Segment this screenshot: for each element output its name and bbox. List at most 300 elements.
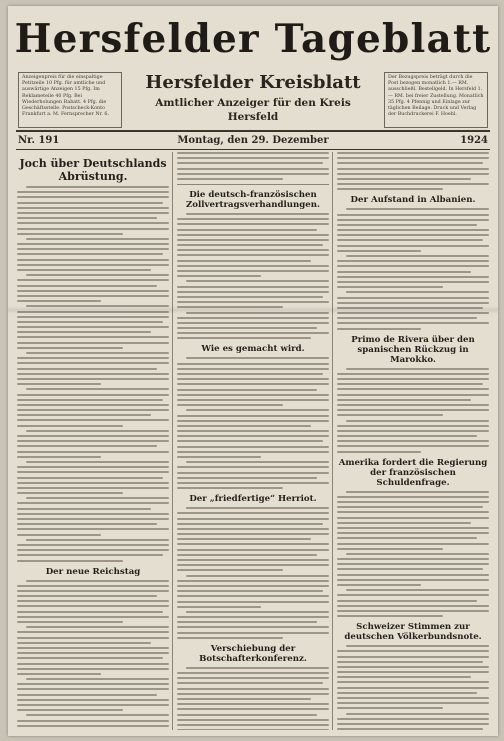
text-line <box>177 719 329 721</box>
text-line <box>346 255 489 257</box>
article-headline: Primo de Rivera über den spanischen Rückzug in Marokko. <box>351 334 475 365</box>
text-line <box>346 553 489 555</box>
text-line <box>337 579 489 581</box>
article-headline: Joch über Deutschlands Abrüstung. <box>19 157 167 183</box>
text-line <box>17 456 101 458</box>
text-line <box>26 274 169 276</box>
text-line <box>337 496 489 498</box>
text-line <box>17 202 163 204</box>
text-line <box>177 549 329 551</box>
text-line <box>177 472 329 474</box>
text-line <box>17 222 169 224</box>
text-line <box>177 698 311 700</box>
text-line <box>17 616 169 618</box>
text-line <box>337 388 489 390</box>
text-line <box>177 538 311 540</box>
text-line <box>26 461 169 463</box>
article-body <box>337 208 489 329</box>
text-line <box>177 234 329 236</box>
text-line <box>177 528 329 530</box>
text-line <box>177 580 329 582</box>
text-line <box>337 687 489 689</box>
text-line <box>177 378 329 380</box>
text-line <box>337 615 443 617</box>
text-line <box>17 316 169 318</box>
text-line <box>17 347 123 349</box>
text-line <box>17 373 169 375</box>
text-line <box>337 594 489 596</box>
text-line <box>337 152 489 154</box>
text-line <box>337 399 471 401</box>
text-line <box>177 466 329 468</box>
text-line <box>177 244 323 246</box>
text-line <box>17 212 169 214</box>
text-line <box>337 661 483 663</box>
text-line <box>17 409 169 411</box>
text-line <box>17 585 169 587</box>
text-line <box>26 714 169 716</box>
text-line <box>17 435 169 437</box>
article-headline: Der „friedfertige“ Herriot. <box>189 494 317 505</box>
text-line <box>177 425 311 427</box>
text-line <box>17 694 157 696</box>
text-line <box>177 693 329 695</box>
article-body <box>337 368 489 453</box>
text-line <box>177 714 317 716</box>
text-line <box>177 368 329 370</box>
text-line <box>337 527 489 529</box>
text-line <box>177 482 329 484</box>
issue-date: Montag, den 29. Dezember <box>177 135 329 146</box>
text-line <box>177 327 317 329</box>
text-line <box>177 632 329 634</box>
article-body <box>177 152 329 180</box>
text-line <box>26 305 169 307</box>
advert-box-right: Der Bezugspreis beträgt durch die Post bezogen monatlich 1.— RM. ausschließl. Bestellgeld. In Hersfeld 1.— RM. bei freier Zustellung. Monatlich 35 Pfg. 4 Pfennig und Einlage zur täglichen Beilage. Druck und Verlag der Buchdruckerei F. Hoehl. <box>384 72 488 128</box>
article-body <box>17 186 169 562</box>
text-line <box>337 563 489 565</box>
text-line <box>177 383 329 385</box>
text-line <box>177 606 261 608</box>
text-line <box>337 271 471 273</box>
text-line <box>337 328 421 330</box>
text-line <box>17 605 169 607</box>
text-line <box>177 301 329 303</box>
text-line <box>337 501 489 503</box>
text-line <box>177 389 317 391</box>
text-line <box>177 682 323 684</box>
text-line <box>177 394 329 396</box>
text-line <box>17 326 169 328</box>
text-line <box>177 724 329 726</box>
text-line <box>177 373 323 375</box>
text-line <box>17 279 169 281</box>
text-line <box>186 507 329 509</box>
text-line <box>177 435 329 437</box>
text-line <box>17 642 151 644</box>
text-line <box>17 477 163 479</box>
text-line <box>337 234 489 236</box>
text-line <box>17 560 123 562</box>
text-line <box>337 276 489 278</box>
text-line <box>337 532 489 534</box>
text-line <box>337 297 489 299</box>
text-line <box>26 539 169 541</box>
text-line <box>337 229 489 231</box>
text-line <box>177 446 329 448</box>
text-line <box>17 404 169 406</box>
text-line <box>177 569 283 571</box>
text-line <box>337 537 477 539</box>
text-line <box>17 285 157 287</box>
text-line <box>177 337 311 339</box>
text-line <box>17 378 169 380</box>
text-line <box>17 549 169 551</box>
text-line <box>177 440 323 442</box>
text-line <box>337 728 483 730</box>
text-line <box>177 363 329 365</box>
text-line <box>337 414 443 416</box>
text-line <box>337 409 489 411</box>
text-line <box>177 487 283 489</box>
text-line <box>17 668 169 670</box>
text-line <box>177 533 329 535</box>
text-line <box>17 528 169 530</box>
text-line <box>17 611 163 613</box>
text-line <box>337 522 471 524</box>
article-body <box>177 667 329 730</box>
text-line <box>337 707 443 709</box>
text-line <box>177 477 317 479</box>
text-line <box>337 548 443 550</box>
text-line <box>337 692 477 694</box>
text-line <box>17 590 169 592</box>
text-line <box>17 513 169 515</box>
article-body <box>17 580 169 731</box>
text-line <box>177 703 329 705</box>
text-line <box>346 291 489 293</box>
article-body <box>337 491 489 618</box>
text-line <box>177 626 329 628</box>
text-line <box>17 368 157 370</box>
advert-box-left: Anzeigenpreis für die einspaltige Petitzeile 10 Pfg. für amtliche und auswärtige Anzeigen 15 Pfg. Im Reklameteile 40 Pfg. Bei Wiederholungen Rabatt. 4 Pfg. die Geschäftsstelle. Postscheck-Konto Frankfurt a. M. Fernsprecher Nr. 6. <box>18 72 122 128</box>
text-line <box>26 430 169 432</box>
text-line <box>337 178 471 180</box>
text-line <box>337 435 477 437</box>
text-line <box>337 517 489 519</box>
article-headline: Amerika fordert die Regierung der französischen Schuldenfrage. <box>338 457 488 488</box>
text-line <box>17 637 169 639</box>
text-line <box>177 306 283 308</box>
text-line <box>17 196 169 198</box>
text-line <box>17 269 151 271</box>
text-line <box>177 543 329 545</box>
text-line <box>337 506 483 508</box>
text-line <box>337 214 489 216</box>
text-line <box>337 610 489 612</box>
text-line <box>177 585 329 587</box>
text-line <box>337 558 489 560</box>
text-line <box>177 456 261 458</box>
text-line <box>177 173 329 175</box>
text-line <box>17 631 169 633</box>
text-line <box>177 322 329 324</box>
text-line <box>346 645 489 647</box>
text-line <box>177 317 329 319</box>
text-line <box>177 296 323 298</box>
text-line <box>337 723 489 725</box>
text-line <box>17 482 169 484</box>
text-line <box>346 420 489 422</box>
text-line <box>186 409 329 411</box>
text-line <box>177 275 261 277</box>
masthead-title: Hersfelder Tageblatt <box>14 16 492 62</box>
text-line <box>17 683 169 685</box>
text-line <box>17 248 169 250</box>
text-line <box>177 621 317 623</box>
text-line <box>17 554 163 556</box>
text-line <box>177 415 329 417</box>
column-rule <box>172 152 173 730</box>
text-line <box>337 584 421 586</box>
text-line <box>186 280 329 282</box>
text-line <box>337 302 489 304</box>
text-line <box>17 253 163 255</box>
text-line <box>337 219 489 221</box>
text-line <box>337 568 483 570</box>
article-body <box>337 152 489 190</box>
text-line <box>337 430 489 432</box>
article-headline: Schweizer Stimmen zur deutschen Völkerbundsnote. <box>344 622 482 643</box>
text-line <box>17 394 169 396</box>
text-line <box>337 183 489 185</box>
text-line <box>26 238 169 240</box>
text-line <box>177 564 329 566</box>
text-line <box>17 709 123 711</box>
text-line <box>17 688 169 690</box>
text-line <box>337 173 489 175</box>
text-line <box>17 508 151 510</box>
column-2 <box>177 152 329 730</box>
text-line <box>337 394 489 396</box>
text-line <box>17 673 101 675</box>
text-line <box>337 322 489 324</box>
text-line <box>17 419 169 421</box>
text-line <box>17 720 169 722</box>
text-line <box>177 708 329 710</box>
text-line <box>337 250 421 252</box>
text-line <box>17 425 123 427</box>
text-line <box>17 191 169 193</box>
text-line <box>337 378 489 380</box>
text-line <box>337 168 489 170</box>
text-line <box>26 186 169 188</box>
newspaper-page <box>8 6 498 736</box>
text-line <box>17 383 101 385</box>
text-line <box>17 487 169 489</box>
text-line <box>17 217 157 219</box>
text-line <box>337 157 489 159</box>
text-line <box>337 162 483 164</box>
text-line <box>17 290 169 292</box>
text-line <box>337 245 489 247</box>
dateline <box>16 130 490 150</box>
text-line <box>337 574 489 576</box>
text-line <box>17 243 169 245</box>
text-line <box>177 260 311 262</box>
text-line <box>17 652 169 654</box>
text-line <box>17 663 169 665</box>
text-line <box>177 523 323 525</box>
text-line <box>337 650 489 652</box>
text-line <box>177 616 329 618</box>
text-line <box>17 523 157 525</box>
text-line <box>17 471 169 473</box>
text-line <box>186 667 329 669</box>
text-line <box>177 554 317 556</box>
text-line <box>17 699 169 701</box>
text-line <box>337 286 443 288</box>
text-line <box>17 704 169 706</box>
article-body <box>337 645 489 730</box>
text-line <box>177 223 329 225</box>
text-line <box>17 295 169 297</box>
text-line <box>17 259 169 261</box>
text-line <box>177 590 323 592</box>
text-line <box>177 286 329 288</box>
text-line <box>346 368 489 370</box>
text-line <box>177 518 329 520</box>
article-body <box>177 357 329 489</box>
text-line <box>337 451 421 453</box>
text-line <box>17 544 169 546</box>
text-line <box>337 676 471 678</box>
text-line <box>177 672 329 674</box>
text-line <box>337 425 489 427</box>
text-line <box>186 461 329 463</box>
text-line <box>17 466 169 468</box>
text-line <box>17 331 151 333</box>
text-line <box>17 621 123 623</box>
text-line <box>337 671 489 673</box>
text-line <box>186 575 329 577</box>
article-body <box>177 213 329 340</box>
text-line <box>177 152 329 154</box>
subhead <box>134 72 372 124</box>
article-headline: Der Aufstand in Albanien. <box>350 195 476 206</box>
text-line <box>177 688 329 690</box>
text-line <box>17 725 169 727</box>
article-headline: Wie es gemacht wird. <box>201 344 305 355</box>
text-line <box>17 657 163 659</box>
kreisblatt-title: Hersfelder Kreisblatt <box>145 72 361 93</box>
text-line <box>186 312 329 314</box>
text-line <box>17 600 169 602</box>
text-line <box>337 681 489 683</box>
text-line <box>177 451 329 453</box>
text-line <box>337 605 489 607</box>
text-line <box>17 336 169 338</box>
text-line <box>177 420 329 422</box>
text-line <box>337 600 477 602</box>
text-line <box>17 264 169 266</box>
text-line <box>346 491 489 493</box>
text-line <box>26 580 169 582</box>
text-line <box>186 357 329 359</box>
text-line <box>177 229 317 231</box>
text-line <box>186 213 329 215</box>
amtlicher-anzeiger-line: Amtlicher Anzeiger für den Kreis Hersfeld <box>155 97 351 123</box>
article-headline: Die deutsch-französischen Zollvertragsverhandlungen. <box>186 189 320 210</box>
text-line <box>337 224 477 226</box>
text-line <box>26 388 169 390</box>
text-line <box>177 168 329 170</box>
text-line <box>17 228 169 230</box>
text-line <box>337 440 489 442</box>
text-line <box>17 342 169 344</box>
text-line <box>17 300 101 302</box>
text-line <box>337 188 443 190</box>
text-line <box>17 233 123 235</box>
text-line <box>337 656 489 658</box>
article-headline: Der neue Reichstag <box>45 566 141 577</box>
text-line <box>26 626 169 628</box>
text-line <box>17 321 163 323</box>
text-line <box>177 254 329 256</box>
text-line <box>17 207 169 209</box>
text-line <box>177 178 283 180</box>
text-line <box>26 678 169 680</box>
text-line <box>337 383 483 385</box>
article-body <box>177 507 329 639</box>
text-line <box>346 208 489 210</box>
issue-year: 1924 <box>460 135 488 146</box>
text-line <box>337 697 489 699</box>
text-line <box>337 543 489 545</box>
text-line <box>337 702 489 704</box>
text-line <box>337 445 489 447</box>
text-line <box>17 595 157 597</box>
article-headline: Verschiebung der Botschafterkonferenz. <box>199 643 307 664</box>
text-line <box>17 414 151 416</box>
text-line <box>17 445 157 447</box>
text-line <box>346 713 489 715</box>
text-line <box>17 502 169 504</box>
column-3 <box>337 152 489 730</box>
text-line <box>177 512 329 514</box>
text-line <box>177 332 329 334</box>
text-line <box>337 265 489 267</box>
text-line <box>337 718 489 720</box>
text-line <box>177 239 329 241</box>
issue-number: Nr. 191 <box>18 135 60 146</box>
text-line <box>337 404 489 406</box>
text-line <box>177 399 329 401</box>
text-line <box>337 307 483 309</box>
text-line <box>177 291 329 293</box>
text-line <box>177 270 329 272</box>
text-line <box>17 399 163 401</box>
text-line <box>177 218 329 220</box>
text-line <box>337 317 477 319</box>
column-1 <box>17 152 169 730</box>
text-line <box>337 511 489 513</box>
text-line <box>177 559 329 561</box>
text-line <box>17 518 169 520</box>
text-line <box>186 611 329 613</box>
text-line <box>177 265 329 267</box>
text-line <box>337 312 489 314</box>
